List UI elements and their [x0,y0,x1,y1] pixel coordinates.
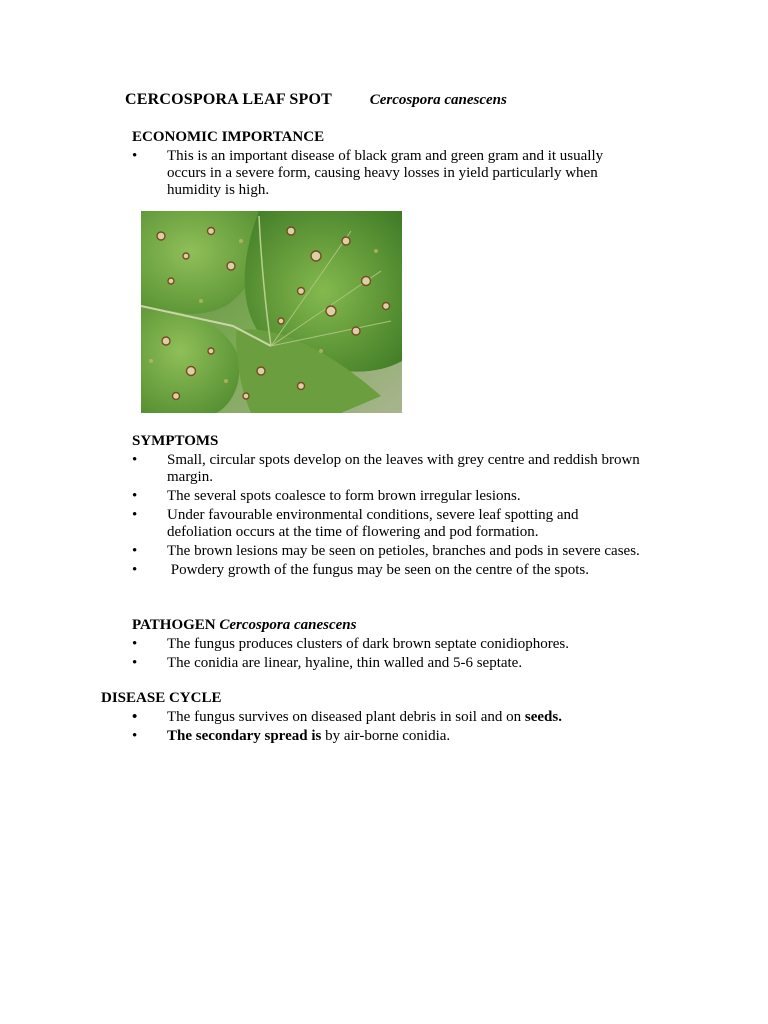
list-item-text: The several spots coalesce to form brown irregular lesions. [167,488,521,504]
bullet: • [132,728,138,744]
bullet: • [132,507,138,523]
pathogen-list [132,636,657,674]
bullet: • [132,709,138,725]
list-item-bold-text: seeds. [524,709,562,725]
list-item [132,636,657,653]
leaf-spot-photo [141,211,402,413]
list-item-bold-text: The secondary spread is [167,728,322,744]
economic-importance-heading: ECONOMIC IMPORTANCE [132,129,325,145]
economic-importance-list [132,148,612,201]
list-item-text: Under favourable environmental conditions, severe leaf spotting and defoliation occurs at the time of flowering and pod formation. [167,507,579,540]
symptoms-heading: SYMPTOMS [132,433,219,449]
list-item-text: The fungus survives on diseased plant debris in soil and on [167,709,525,725]
bullet: • [132,562,138,578]
pathogen-heading-label: PATHOGEN [132,617,216,633]
leaf-photo-illustration [141,211,402,413]
bullet: • [132,655,138,671]
list-item-text: The fungus produces clusters of dark brown septate conidiophores. [167,636,569,652]
list-item [132,728,657,745]
bullet: • [132,452,138,468]
bullet: • [132,543,138,559]
list-item [132,562,657,579]
disease-cycle-list [132,709,657,747]
title-row [125,91,507,109]
symptoms-list [132,452,657,581]
page-title: CERCOSPORA LEAF SPOT [125,91,332,108]
list-item-text: Small, circular spots develop on the leaves with grey centre and reddish brown margin. [167,452,640,485]
pathogen-scientific-name: Cercospora canescens [219,617,357,633]
list-item [132,709,657,726]
pathogen-heading [132,617,356,634]
list-item [132,655,657,672]
list-item [132,452,657,486]
list-item [132,148,612,199]
list-item-text: Powdery growth of the fungus may be seen on the centre of the spots. [167,562,589,578]
list-item-text: by air-borne conidia. [321,728,451,744]
bullet: • [132,636,138,652]
list-item [132,507,637,541]
list-item [132,488,657,505]
bullet: • [132,148,138,164]
bullet: • [132,488,138,504]
disease-cycle-heading: DISEASE CYCLE [101,690,222,706]
list-item-text: The conidia are linear, hyaline, thin walled and 5-6 septate. [167,655,523,671]
scientific-name: Cercospora canescens [369,92,507,108]
list-item [132,543,657,560]
list-item-text: This is an important disease of black gram and green gram and it usually occurs in a severe form, causing heavy losses in yield particularly when humidity is high. [167,148,604,198]
list-item-text: The brown lesions may be seen on petioles, branches and pods in severe cases. [167,543,640,559]
